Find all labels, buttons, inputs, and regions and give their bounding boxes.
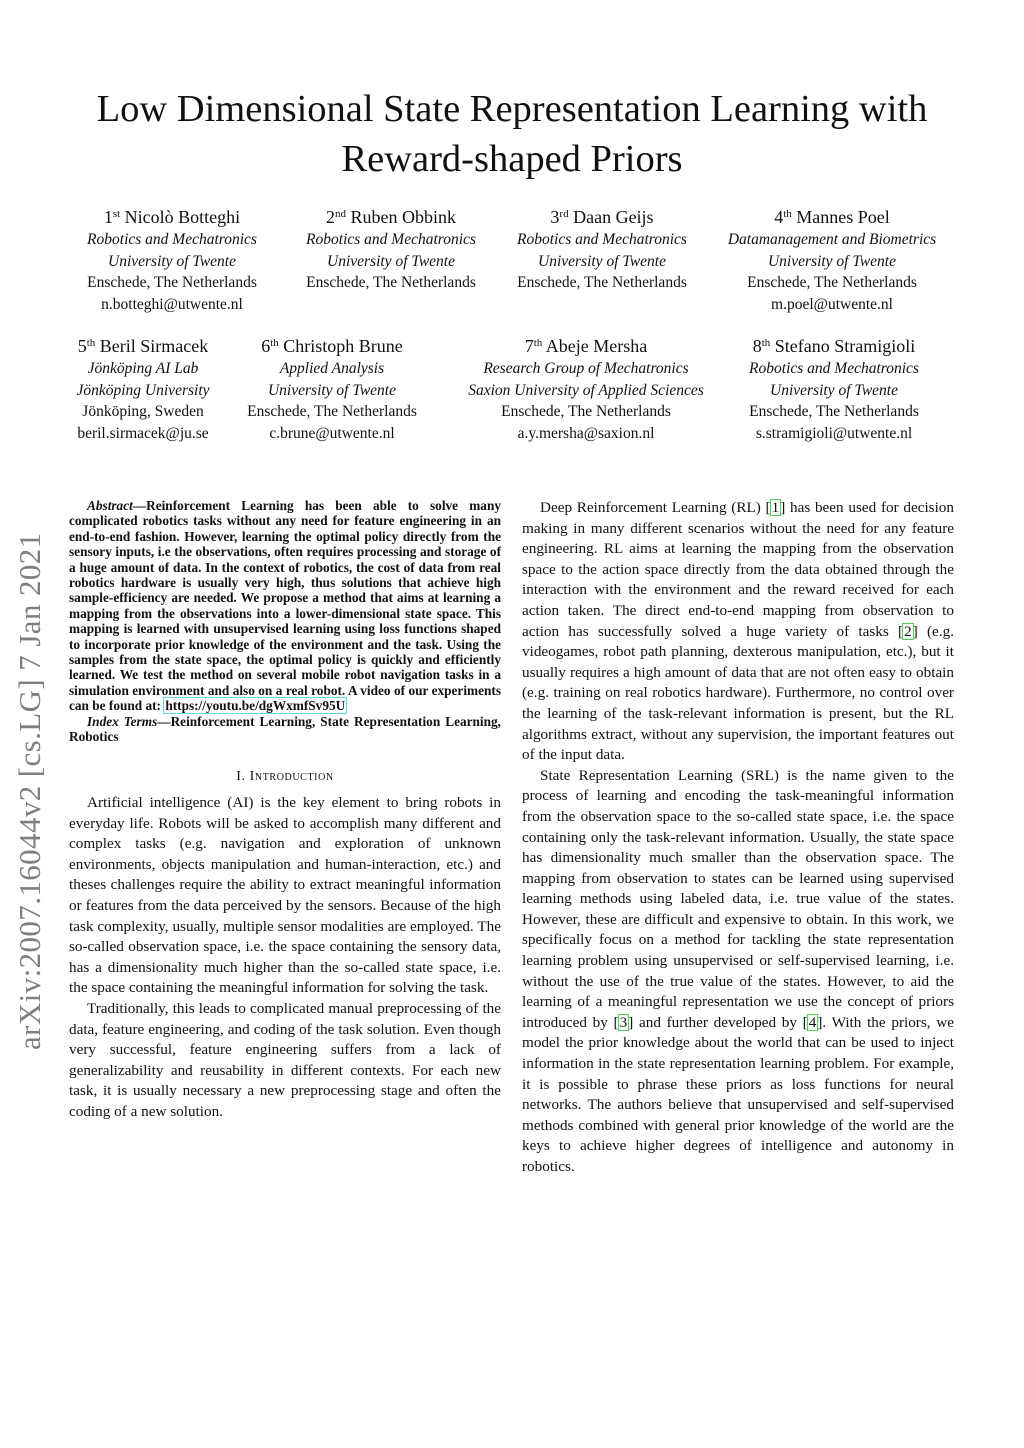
author-email[interactable]: beril.sirmacek@ju.se — [77, 424, 209, 442]
author-email[interactable]: c.brune@utwente.nl — [269, 424, 395, 442]
author-email[interactable]: m.poel@utwente.nl — [771, 295, 893, 313]
citation-link-4[interactable]: 4 — [808, 1013, 817, 1031]
author-email[interactable]: n.botteghi@utwente.nl — [101, 295, 243, 313]
author-organization: Saxion University of Applied Sciences — [468, 381, 704, 399]
author-department: Robotics and Mechatronics — [749, 360, 919, 377]
author-block-2 — [306, 206, 476, 294]
author-department: Jönköping AI Lab — [87, 360, 199, 377]
author-name: 7th Abeje Mersha — [524, 336, 648, 356]
author-location: Jönköping, Sweden — [82, 403, 204, 420]
paper-title: Low Dimensional State Representation Learning with Reward-shaped Priors — [96, 88, 928, 180]
author-location: Enschede, The Netherlands — [749, 403, 919, 420]
author-block-6 — [247, 335, 417, 444]
body-paragraph-srl: State Representation Learning (SRL) is the name given to the process of learning and encoding the task-meaningful information from the observation space to the so-called state space, i.e. the space containing only the task-relevant information. Usually, the state space has dimensionality much smaller than the observation space. The mapping from observation to states can be learned using supervised learning methods using labeled data, i.e. true value of the states. However, these are difficult and expensive to obtain. In this work, we specifically focus on a method for tackling the state representation learning problem using unsupervised or self-supervised learning, i.e. without the use of the true value of the states. However, to aid the learning of a meaningful representation we use the concept of priors introduced by [3] and further developed by [4]. With the priors, we model the prior knowledge about the world that can be used to inject information in the state representation learning problem. For example, it is possible to phrase these priors as loss functions for neural networks. The authors believe that unsupervised and self-supervised methods combined with general prior knowledge of the world are the keys to achieve higher degrees of intelligence and autonomy in robotics. — [522, 766, 954, 1175]
section-heading-introduction: I. Introduction — [236, 768, 334, 784]
author-location: Enschede, The Netherlands — [501, 403, 671, 420]
author-email[interactable]: a.y.mersha@saxion.nl — [517, 424, 655, 442]
author-department: Robotics and Mechatronics — [87, 231, 257, 248]
citation-link-3[interactable]: 3 — [619, 1013, 628, 1031]
intro-paragraph-1: Artificial intelligence (AI) is the key element to bring robots in everyday life. Robots will be asked to accomplish many different and complex tasks (e.g. navigation and exploration of unknown environments, objects manipulation and human-interaction, etc.) and theses challenges require the ability to extract meaningful information or features from the data perceived by the sensors. Because of the high task complexity, usually, multiple sensor modalities are employed. The so-called observation space, i.e. the space containing the sensory data, has a dimensionality much higher than the so-called state space, i.e. the space containing the meaningful information for solving the task. — [69, 794, 501, 997]
author-location: Enschede, The Netherlands — [517, 274, 687, 291]
author-name: 8th Stefano Stramigioli — [752, 336, 916, 356]
author-location: Enschede, The Netherlands — [87, 274, 257, 291]
author-department: Robotics and Mechatronics — [517, 231, 687, 248]
index-terms-label: Index Terms — [87, 713, 158, 729]
author-department: Applied Analysis — [279, 360, 385, 377]
author-organization: Jönköping University — [76, 381, 210, 399]
author-name: 6th Christoph Brune — [261, 336, 403, 356]
abstract-label: Abstract — [87, 498, 133, 513]
author-block-5 — [76, 335, 209, 444]
author-organization: University of Twente — [770, 381, 898, 399]
author-email[interactable]: s.stramigioli@utwente.nl — [755, 424, 913, 442]
author-department: Research Group of Mechatronics — [483, 360, 689, 377]
intro-paragraph-2: Traditionally, this leads to complicated manual preprocessing of the data, feature engineering, and coding of the task solution. Even though very successful, feature engineering suffers from a lack of generalizability and reusability in different contexts. For each new task, it is usually necessary a new preprocessing stage and often the coding of a new solution. — [69, 1000, 501, 1120]
author-name: 1st Nicolò Botteghi — [103, 207, 241, 227]
author-block-1 — [87, 206, 257, 315]
author-block-8 — [749, 335, 919, 444]
video-link[interactable]: https://youtu.be/dgWxmfSv95U — [165, 698, 346, 714]
abstract — [69, 498, 501, 714]
author-name: 3rd Daan Geijs — [550, 207, 654, 227]
arxiv-identifier-stamp: arXiv:2007.16044v2 [cs.LG] 7 Jan 2021 — [12, 532, 47, 1050]
left-column — [69, 498, 501, 1123]
author-location: Enschede, The Netherlands — [247, 403, 417, 420]
author-organization: University of Twente — [767, 252, 896, 270]
author-organization: University of Twente — [327, 252, 455, 270]
author-department: Robotics and Mechatronics — [306, 231, 476, 248]
author-name: 4th Mannes Poel — [774, 207, 890, 227]
author-organization: University of Twente — [538, 252, 666, 270]
index-terms-text: —Reinforcement Learning, State Representation Learning, Robotics — [69, 713, 501, 745]
citation-link-2[interactable]: 2 — [904, 622, 912, 640]
author-department: Datamanagement and Biometrics — [727, 231, 937, 248]
citation-link-1[interactable]: 1 — [771, 499, 780, 516]
author-name: 5th Beril Sirmacek — [77, 336, 209, 356]
author-location: Enschede, The Netherlands — [306, 274, 476, 291]
abstract-text: —Reinforcement Learning has been able to solve many complicated robotics tasks without any need for feature engineering in an end-to-end fashion. However, learning the optimal policy directly from the sensory inputs, i.e the observations, often requires processing and storage of a huge amount of data. In the context of robotics, the cost of data from real robotics hardware is usually very high, thus solutions that achieve high sample-efficiency are needed. We propose a method that aims at learning a mapping from the observations into a lower-dimensional state space. This mapping is learned with unsupervised learning using loss functions shaped to incorporate prior knowledge of the environment and the task. Using the samples from the state space, the optimal policy is quickly and efficiently learned. We test the method on several mobile robot navigation tasks in a simulation environment and also on a real robot. A video of our experiments can be found at: — [69, 498, 501, 714]
author-block-4 — [728, 206, 936, 315]
body-paragraph-rl: Deep Reinforcement Learning (RL) [1] has been used for decision making in many different scenarios without the need for any feature engineering. RL aims at learning the mapping from the observation space to the action space directly from the data obtained through the interaction with the environment and the reward received for each action taken. The direct end-to-end mapping from observation to action has successfully solved a huge variety of tasks [2] (e.g. videogames, robot path planning, dexterous manipulation, etc.), but it usually requires a high amount of data that are not often easy to obtain (e.g. training on real robotics hardware). Furthermore, no control over the learning of the task-relevant information is present, but the RL algorithms extract, without any supervision, the important features out of the input data. — [522, 499, 954, 764]
author-organization: University of Twente — [267, 381, 396, 399]
author-location: Enschede, The Netherlands — [747, 274, 917, 291]
author-name: 2nd Ruben Obbink — [326, 207, 456, 227]
author-block-3 — [517, 206, 687, 294]
author-organization: University of Twente — [108, 252, 236, 270]
author-block-7 — [468, 335, 704, 444]
right-column — [522, 498, 954, 1178]
index-terms — [69, 714, 501, 745]
